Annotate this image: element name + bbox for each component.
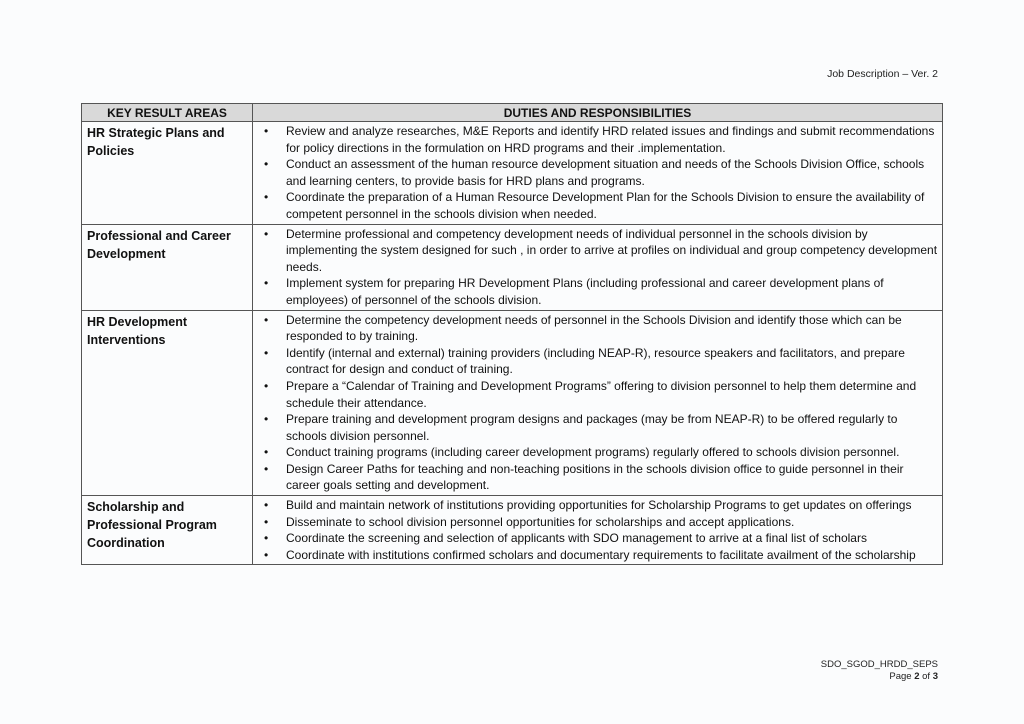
page-of: of bbox=[919, 670, 933, 682]
table-row bbox=[82, 310, 943, 496]
page-total: 3 bbox=[932, 670, 938, 682]
duty-item: • Coordinate the preparation of a Human Resource Development Plan for the Schools Division to ensure the availability of competent personnel in the schools division when needed. bbox=[257, 189, 938, 222]
duties-cell bbox=[253, 496, 943, 565]
duty-item: • Identify (internal and external) training providers (including NEAP-R), resource speakers and facilitators, and prepare contract for design and conduct of training. bbox=[257, 345, 938, 378]
duty-item: • Implement system for preparing HR Development Plans (including professional and career development plans of employees) of personnel of the schools division. bbox=[257, 275, 938, 308]
duties-cell bbox=[253, 224, 943, 310]
page-current: 2 bbox=[914, 670, 920, 682]
duty-item: • Coordinate with institutions confirmed scholars and documentary requirements to facilitate availment of the scholarship bbox=[257, 547, 938, 564]
duty-list bbox=[257, 497, 938, 563]
duty-item: • Conduct training programs (including career development programs) regularly offered to schools division personnel. bbox=[257, 444, 938, 461]
kra-cell: HR Development Interventions bbox=[82, 310, 253, 496]
duty-item: • Design Career Paths for teaching and non-teaching positions in the schools division office to guide personnel in their career goals setting and development. bbox=[257, 461, 938, 494]
duty-item: • Build and maintain network of institutions providing opportunities for Scholarship Programs to get updates on offerings bbox=[257, 497, 938, 514]
page-prefix: Page bbox=[889, 670, 915, 682]
duty-item: • Review and analyze researches, M&E Reports and identify HRD related issues and findings and submit recommendations for policy directions in the formulation on HRD programs and their .implementation. bbox=[257, 123, 938, 156]
duty-item: • Determine professional and competency development needs of individual personnel in the schools division by implementing the system designed for such , in order to arrive at profiles on individual and group competency development needs. bbox=[257, 226, 938, 276]
duties-cell bbox=[253, 310, 943, 496]
kra-cell: Scholarship and Professional Program Coordination bbox=[82, 496, 253, 565]
job-description-table bbox=[81, 103, 943, 565]
header-key-result-areas: KEY RESULT AREAS bbox=[82, 104, 253, 122]
table-row bbox=[82, 496, 943, 565]
duty-item: • Disseminate to school division personnel opportunities for scholarships and accept applications. bbox=[257, 514, 938, 531]
duty-item: • Coordinate the screening and selection of applicants with SDO management to arrive at a final list of scholars bbox=[257, 530, 938, 547]
page-number bbox=[821, 671, 938, 683]
table-header-row bbox=[82, 104, 943, 122]
kra-cell: Professional and Career Development bbox=[82, 224, 253, 310]
kra-cell: HR Strategic Plans and Policies bbox=[82, 122, 253, 225]
page-footer bbox=[821, 659, 938, 682]
duty-list bbox=[257, 226, 938, 309]
table-row bbox=[82, 224, 943, 310]
duty-item: • Prepare a “Calendar of Training and Development Programs” offering to division personnel to help them determine and schedule their attendance. bbox=[257, 378, 938, 411]
document-code: SDO_SGOD_HRDD_SEPS bbox=[820, 659, 938, 670]
duty-item: • Prepare training and development program designs and packages (may be from NEAP-R) to be offered regularly to schools division personnel. bbox=[257, 411, 938, 444]
duties-cell bbox=[253, 122, 943, 225]
duty-list bbox=[257, 123, 938, 223]
document-version-label: Job Description – Ver. 2 bbox=[827, 68, 938, 80]
duty-list bbox=[257, 312, 938, 495]
header-duties-responsibilities: DUTIES AND RESPONSIBILITIES bbox=[253, 104, 943, 122]
table-row bbox=[82, 122, 943, 225]
duty-item: • Determine the competency development needs of personnel in the Schools Division and identify those which can be responded to by training. bbox=[257, 312, 938, 345]
duty-item: • Conduct an assessment of the human resource development situation and needs of the Schools Division Office, schools and learning centers, to provide basis for HRD plans and programs. bbox=[257, 156, 938, 189]
